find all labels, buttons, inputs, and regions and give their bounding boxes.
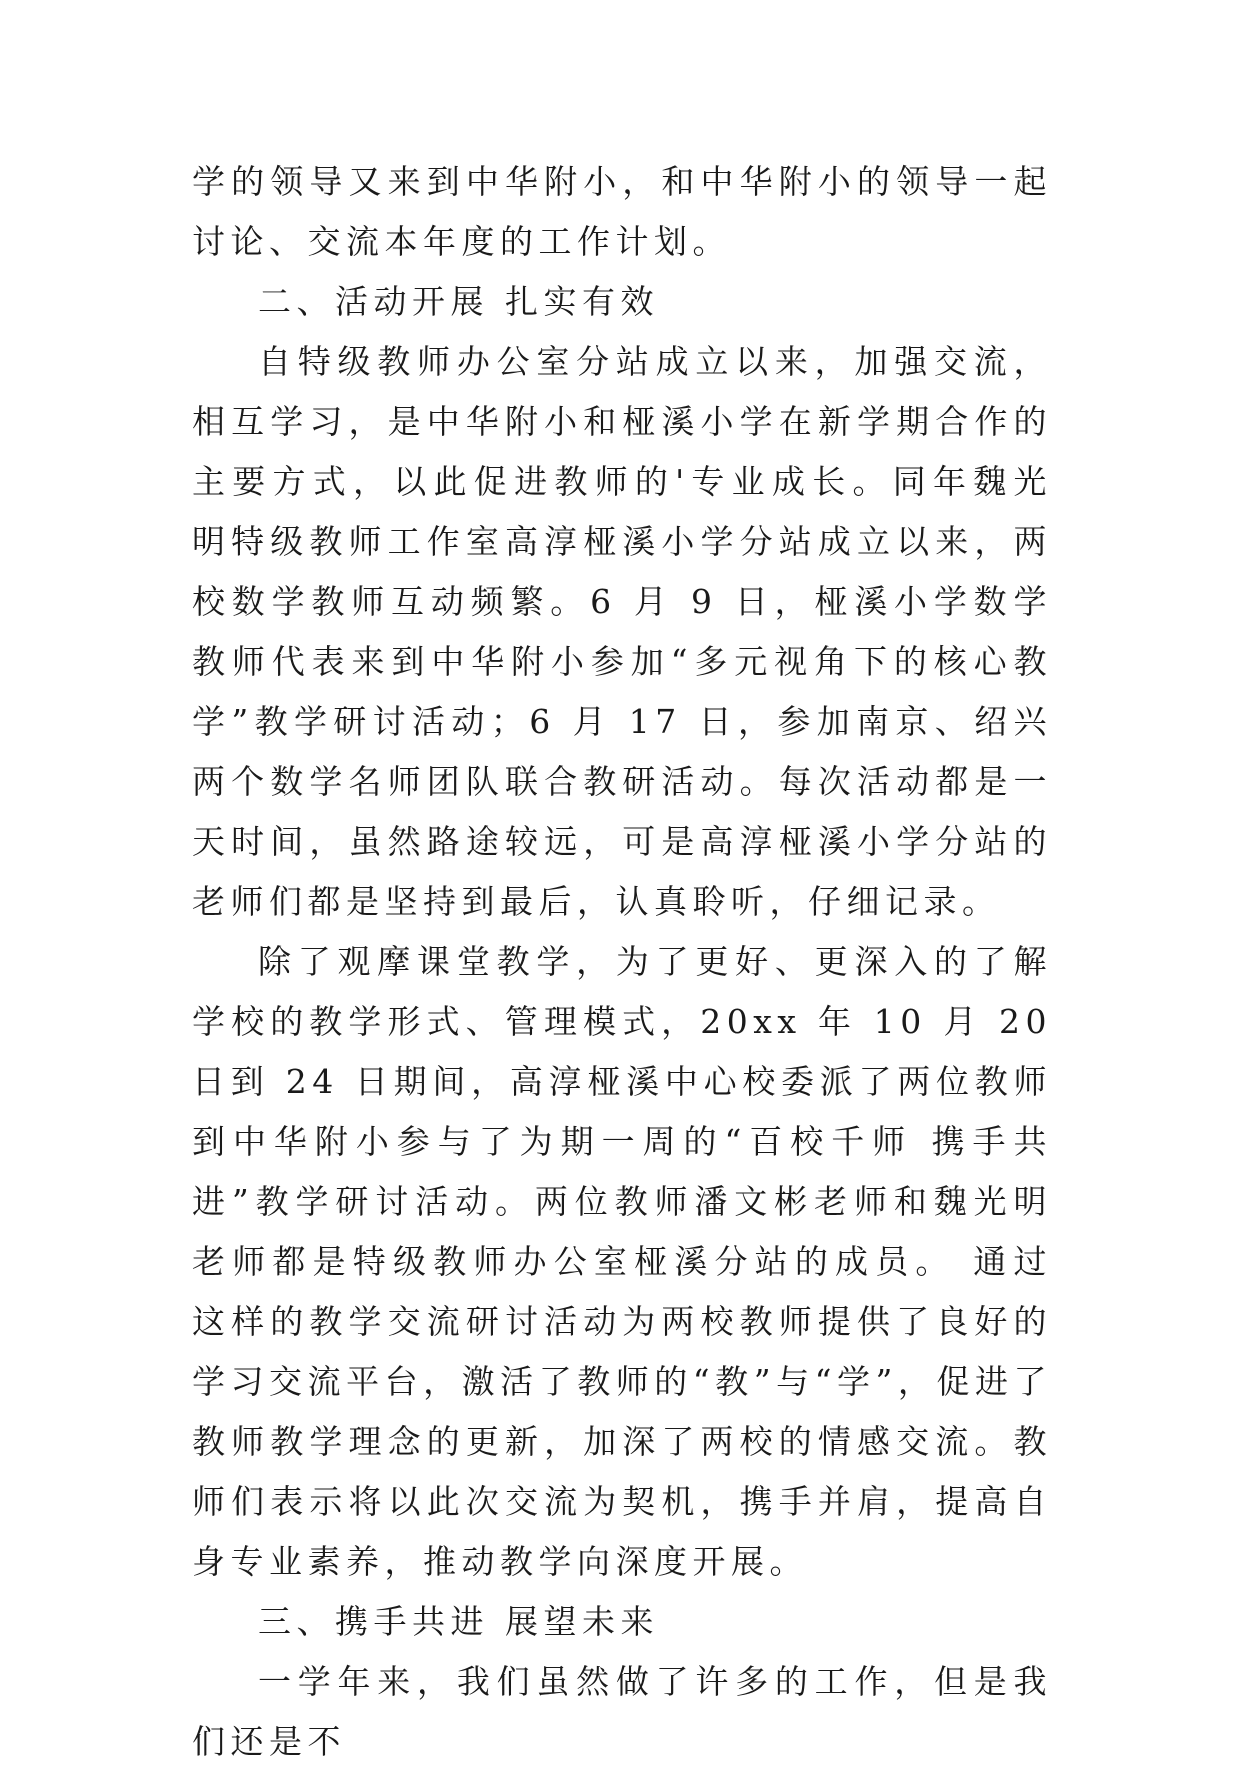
section-heading-3: 三、携手共进 展望未来 <box>258 1602 659 1641</box>
document-body <box>192 152 1052 1772</box>
paragraph-continuation: 学的领导又来到中华附小，和中华附小的领导一起讨论、交流本年度的工作计划。 <box>192 162 1052 261</box>
paragraph-observation: 除了观摩课堂教学，为了更好、更深入的了解学校的教学形式、管理模式，20xx 年 10 月 20 日到 24 日期间，高淳桠溪中心校委派了两位教师到中华附小参与了为期一周的“百校千师 携手共进”教学研讨活动。两位教师潘文彬老师和魏光明老师都是特级教师办公室桠溪分站的成员。 通过这样的教学交流研讨活动为两校教师提供了良好的学习交流平台，激活了教师的“教”与“学”，促进了教师教学理念的更新，加深了两校的情感交流。教师们表示将以此次交流为契机，携手并肩，提高自身专业素养，推动教学向深度开展。 <box>192 942 1052 1581</box>
paragraph-summary: 一学年来，我们虽然做了许多的工作，但是我们还是不 <box>192 1662 1052 1761</box>
section-heading-2: 二、活动开展 扎实有效 <box>258 282 659 321</box>
paragraph-activities: 自特级教师办公室分站成立以来，加强交流，相互学习，是中华附小和桠溪小学在新学期合作的主要方式，以此促进教师的'专业成长。同年魏光明特级教师工作室高淳桠溪小学分站成立以来，两校数学教师互动频繁。6 月 9 日，桠溪小学数学教师代表来到中华附小参加“多元视角下的核心教学”教学研讨活动；6 月 17 日，参加南京、绍兴两个数学名师团队联合教研活动。每次活动都是一天时间，虽然路途较远，可是高淳桠溪小学分站的老师们都是坚持到最后，认真聆听，仔细记录。 <box>192 342 1052 921</box>
